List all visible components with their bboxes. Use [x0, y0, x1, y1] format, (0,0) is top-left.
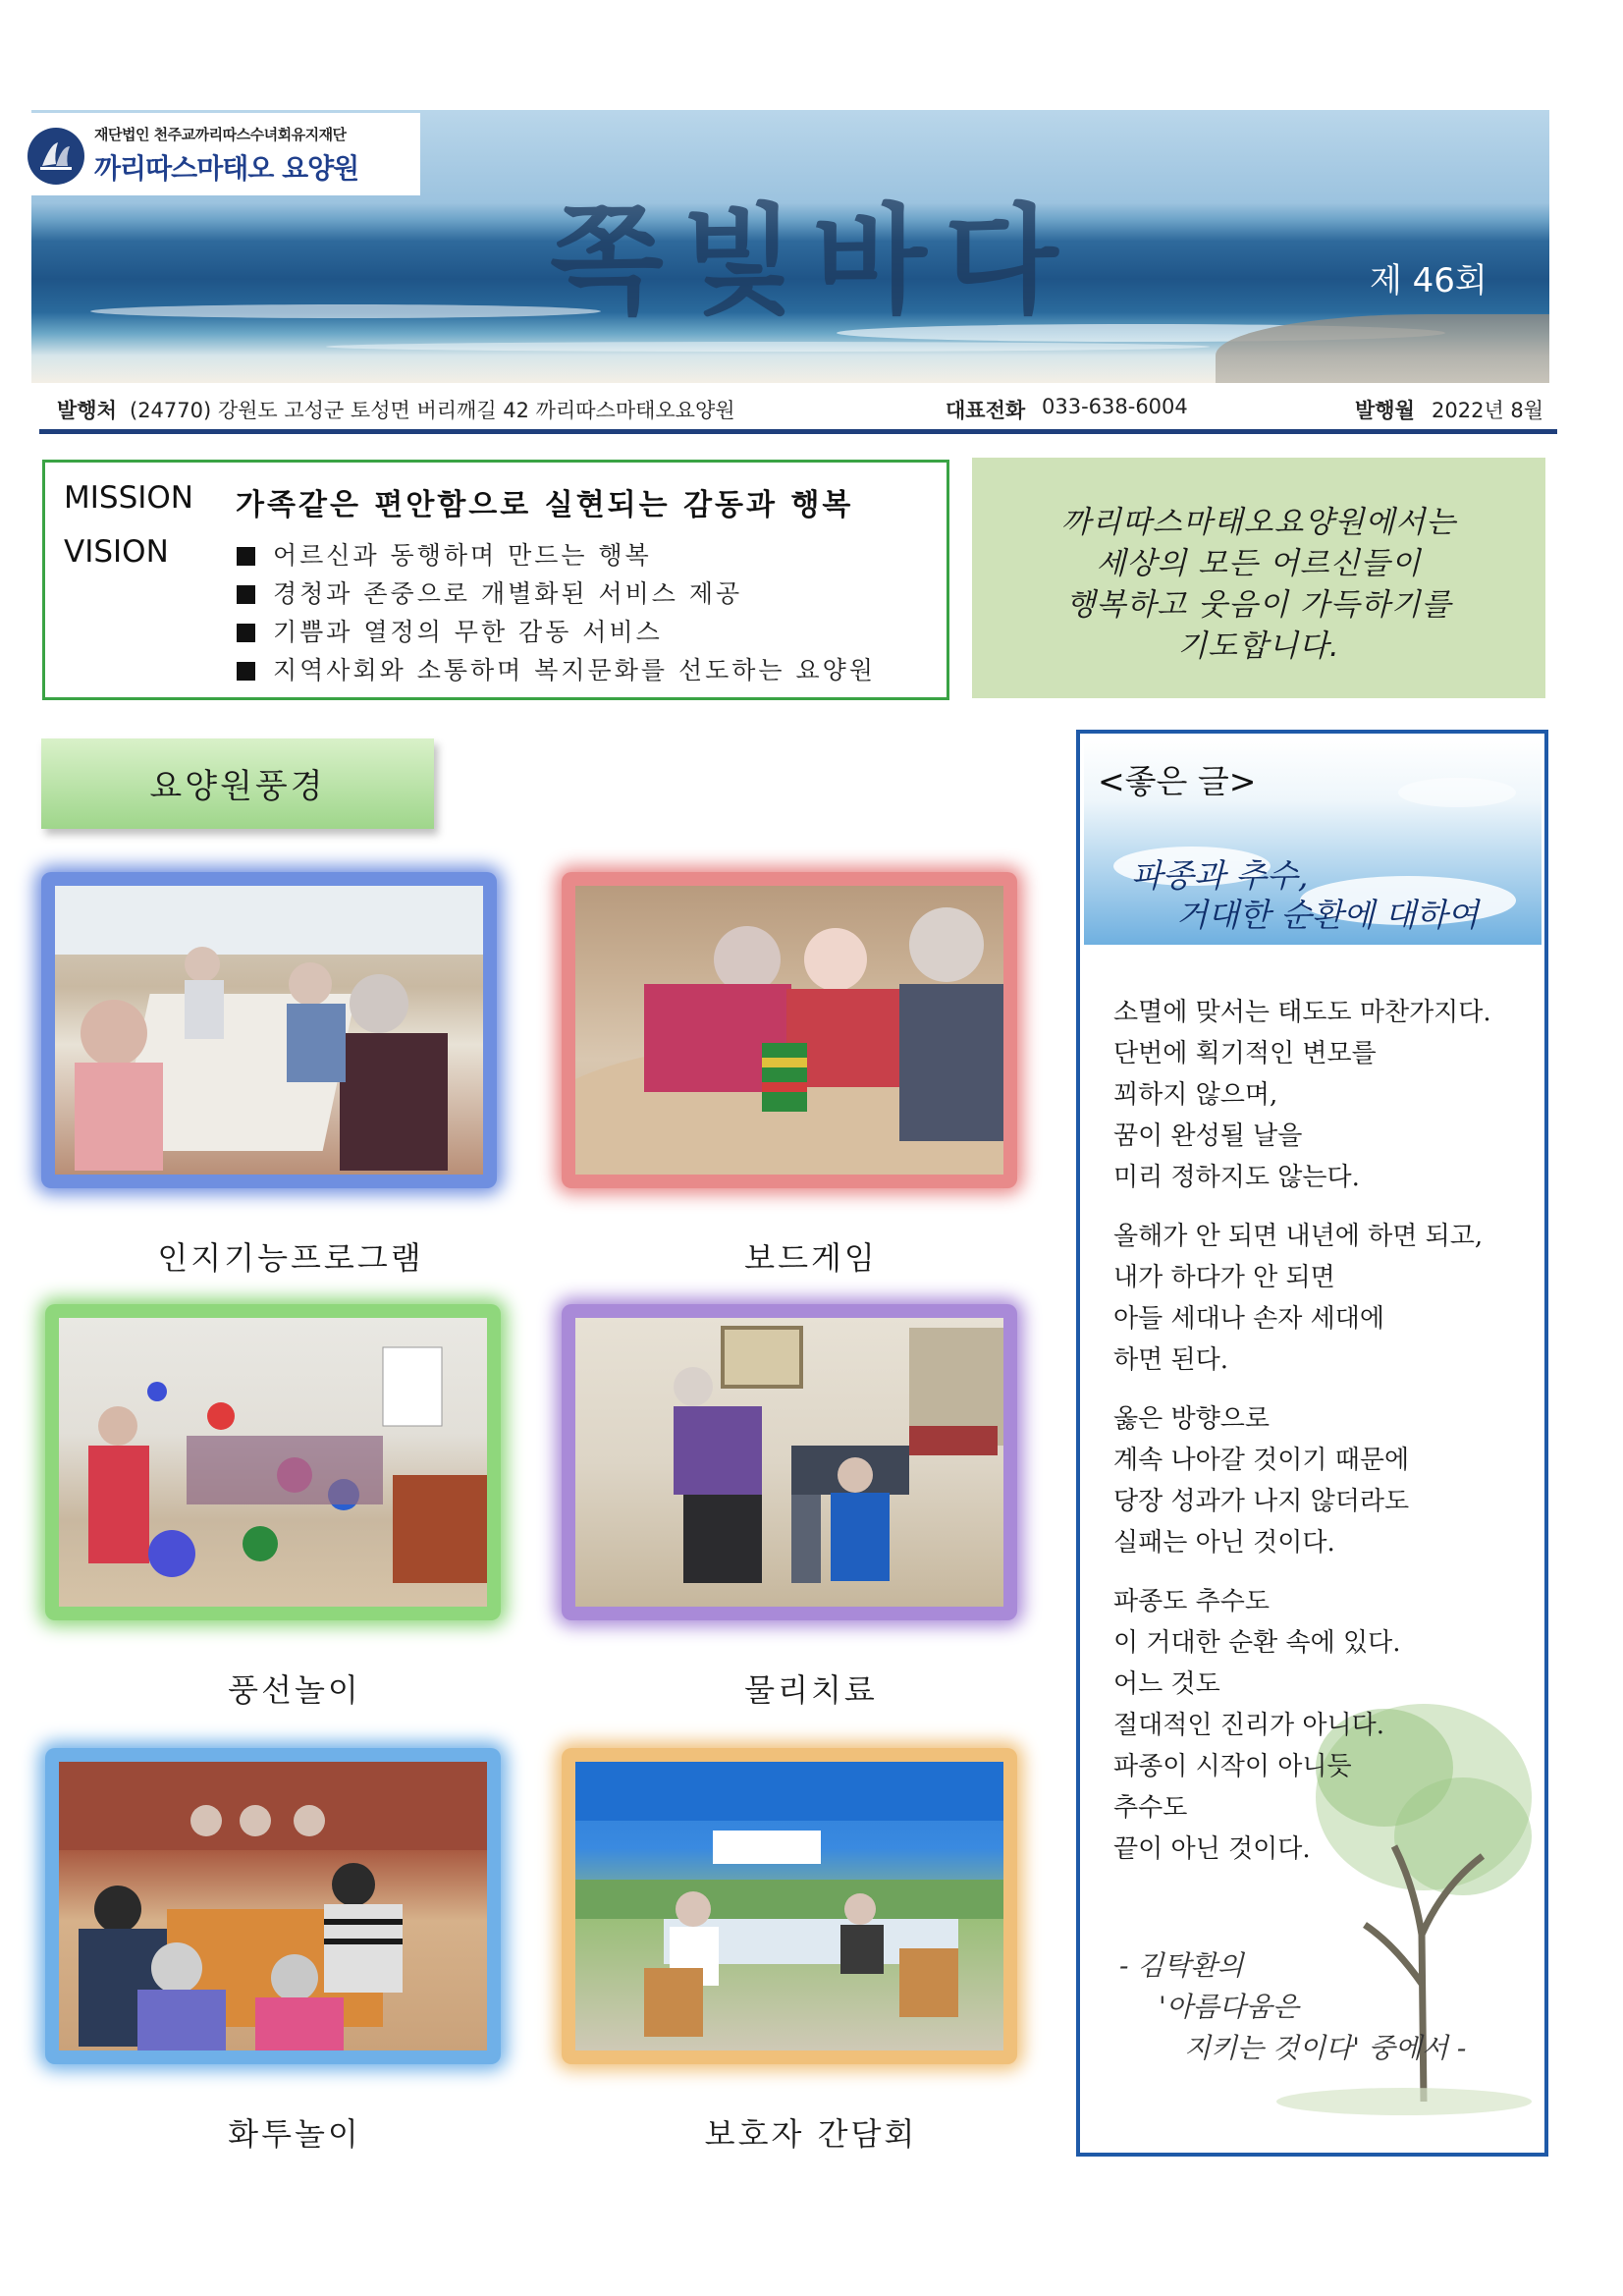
quote-line: 단번에 획기적인 변모를: [1113, 1039, 1377, 1068]
quote-line: 당장 성과가 나지 않더라도: [1113, 1487, 1410, 1516]
photo-balloon-game: [45, 1304, 501, 1620]
quote-line: 옳은 방향으로: [1113, 1404, 1270, 1434]
photo-caption: 인지기능프로그램: [157, 1239, 424, 1277]
quote-line: 하면 된다.: [1113, 1345, 1228, 1375]
prayer-box: [972, 458, 1545, 698]
quote-line: 꿈이 완성될 날을: [1113, 1121, 1303, 1151]
quote-line: 내가 하다가 안 되면: [1113, 1263, 1335, 1292]
quote-line: 파종도 추수도: [1113, 1587, 1270, 1616]
vision-item: 어르신과 동행하며 만드는 행복: [237, 536, 652, 572]
quote-line: 계속 나아갈 것이기 때문에: [1113, 1446, 1410, 1475]
quote-signature: 지키는 것이다' 중에서 -: [1184, 2032, 1467, 2064]
publisher-label: 발행처: [57, 399, 117, 422]
photo-caption: 보드게임: [744, 1239, 878, 1277]
prayer-line: 까리따스마태오요양원에서는: [1060, 505, 1457, 540]
section-title: 요양원풍경: [149, 767, 326, 806]
quote-line: 어느 것도: [1113, 1669, 1220, 1699]
bullet-square-icon: [237, 624, 255, 642]
quote-line: 이 거대한 순환 속에 있다.: [1113, 1628, 1401, 1658]
photo-cognitive-program: [41, 872, 497, 1188]
publisher-address: (24770) 강원도 고성군 토성면 버리깨길 42 까리따스마태오요양원: [130, 399, 735, 422]
photo-guardian-meeting: [562, 1748, 1017, 2064]
quote-line: 파종이 시작이 아니듯: [1113, 1752, 1352, 1781]
phone-label: 대표전화: [946, 399, 1026, 422]
photo-hwatu-game: [45, 1748, 501, 2064]
photo-board-game: [562, 872, 1017, 1188]
quote-signature: - 김탁환의: [1119, 1949, 1244, 1982]
photo-physical-therapy: [562, 1304, 1017, 1620]
mission-text: 가족같은 편안함으로 실현되는 감동과 행복: [236, 488, 854, 522]
quote-line: 소멸에 맞서는 태도도 마찬가지다.: [1113, 998, 1491, 1027]
quote-line: 실패는 아닌 것이다.: [1113, 1528, 1335, 1558]
vision-item: 기쁨과 열정의 무한 감동 서비스: [237, 613, 663, 648]
quote-line: 아들 세대나 손자 세대에: [1113, 1304, 1384, 1334]
quote-signature: '아름다움은: [1159, 1991, 1299, 2023]
photo-caption: 화투놀이: [228, 2115, 361, 2153]
photo-caption: 풍선놀이: [228, 1671, 361, 1709]
date-label: 발행월: [1355, 399, 1415, 422]
photo-caption: 보호자 간담회: [704, 2115, 918, 2153]
prayer-line: 세상의 모든 어르신들이: [1096, 546, 1422, 581]
quote-line: 꾀하지 않으며,: [1113, 1080, 1278, 1110]
mission-vision-box: [42, 460, 949, 700]
quote-line: 올해가 안 되면 내년에 하면 되고,: [1113, 1222, 1484, 1251]
vision-label: VISION: [64, 534, 169, 570]
quote-title: 파종과 추수,: [1131, 856, 1309, 895]
quote-line: 끝이 아닌 것이다.: [1113, 1834, 1311, 1864]
vision-item: 지역사회와 소통하며 복지문화를 선도하는 요양원: [237, 651, 876, 686]
quote-line: 추수도: [1113, 1793, 1188, 1823]
prayer-line: 기도합니다.: [1177, 629, 1340, 664]
publish-date: 2022년 8월: [1432, 399, 1544, 422]
quote-line: 절대적인 진리가 아니다.: [1113, 1711, 1384, 1740]
quote-line: 미리 정하지도 않는다.: [1113, 1163, 1360, 1192]
photo-caption: 물리치료: [744, 1671, 878, 1709]
bullet-square-icon: [237, 585, 255, 604]
issue-number: 제 46회: [1370, 261, 1488, 301]
prayer-line: 행복하고 웃음이 가득하기를: [1065, 587, 1452, 623]
header-divider: [39, 429, 1557, 434]
vision-item: 경청과 존중으로 개별화된 서비스 제공: [237, 574, 742, 610]
mission-label: MISSION: [64, 480, 193, 516]
quote-label: <좋은 글>: [1098, 762, 1257, 800]
organization-subtitle: 재단법인 천주교까리따스수녀회유지재단: [94, 126, 347, 143]
bullet-square-icon: [237, 662, 255, 681]
quote-title: 거대한 순환에 대하여: [1176, 896, 1479, 934]
organization-logo-icon: [27, 128, 84, 185]
newsletter-title: 쪽빛바다: [550, 193, 1076, 330]
organization-name: 까리따스마태오 요양원: [94, 152, 359, 185]
bullet-square-icon: [237, 547, 255, 566]
phone-number: 033-638-6004: [1042, 395, 1188, 418]
